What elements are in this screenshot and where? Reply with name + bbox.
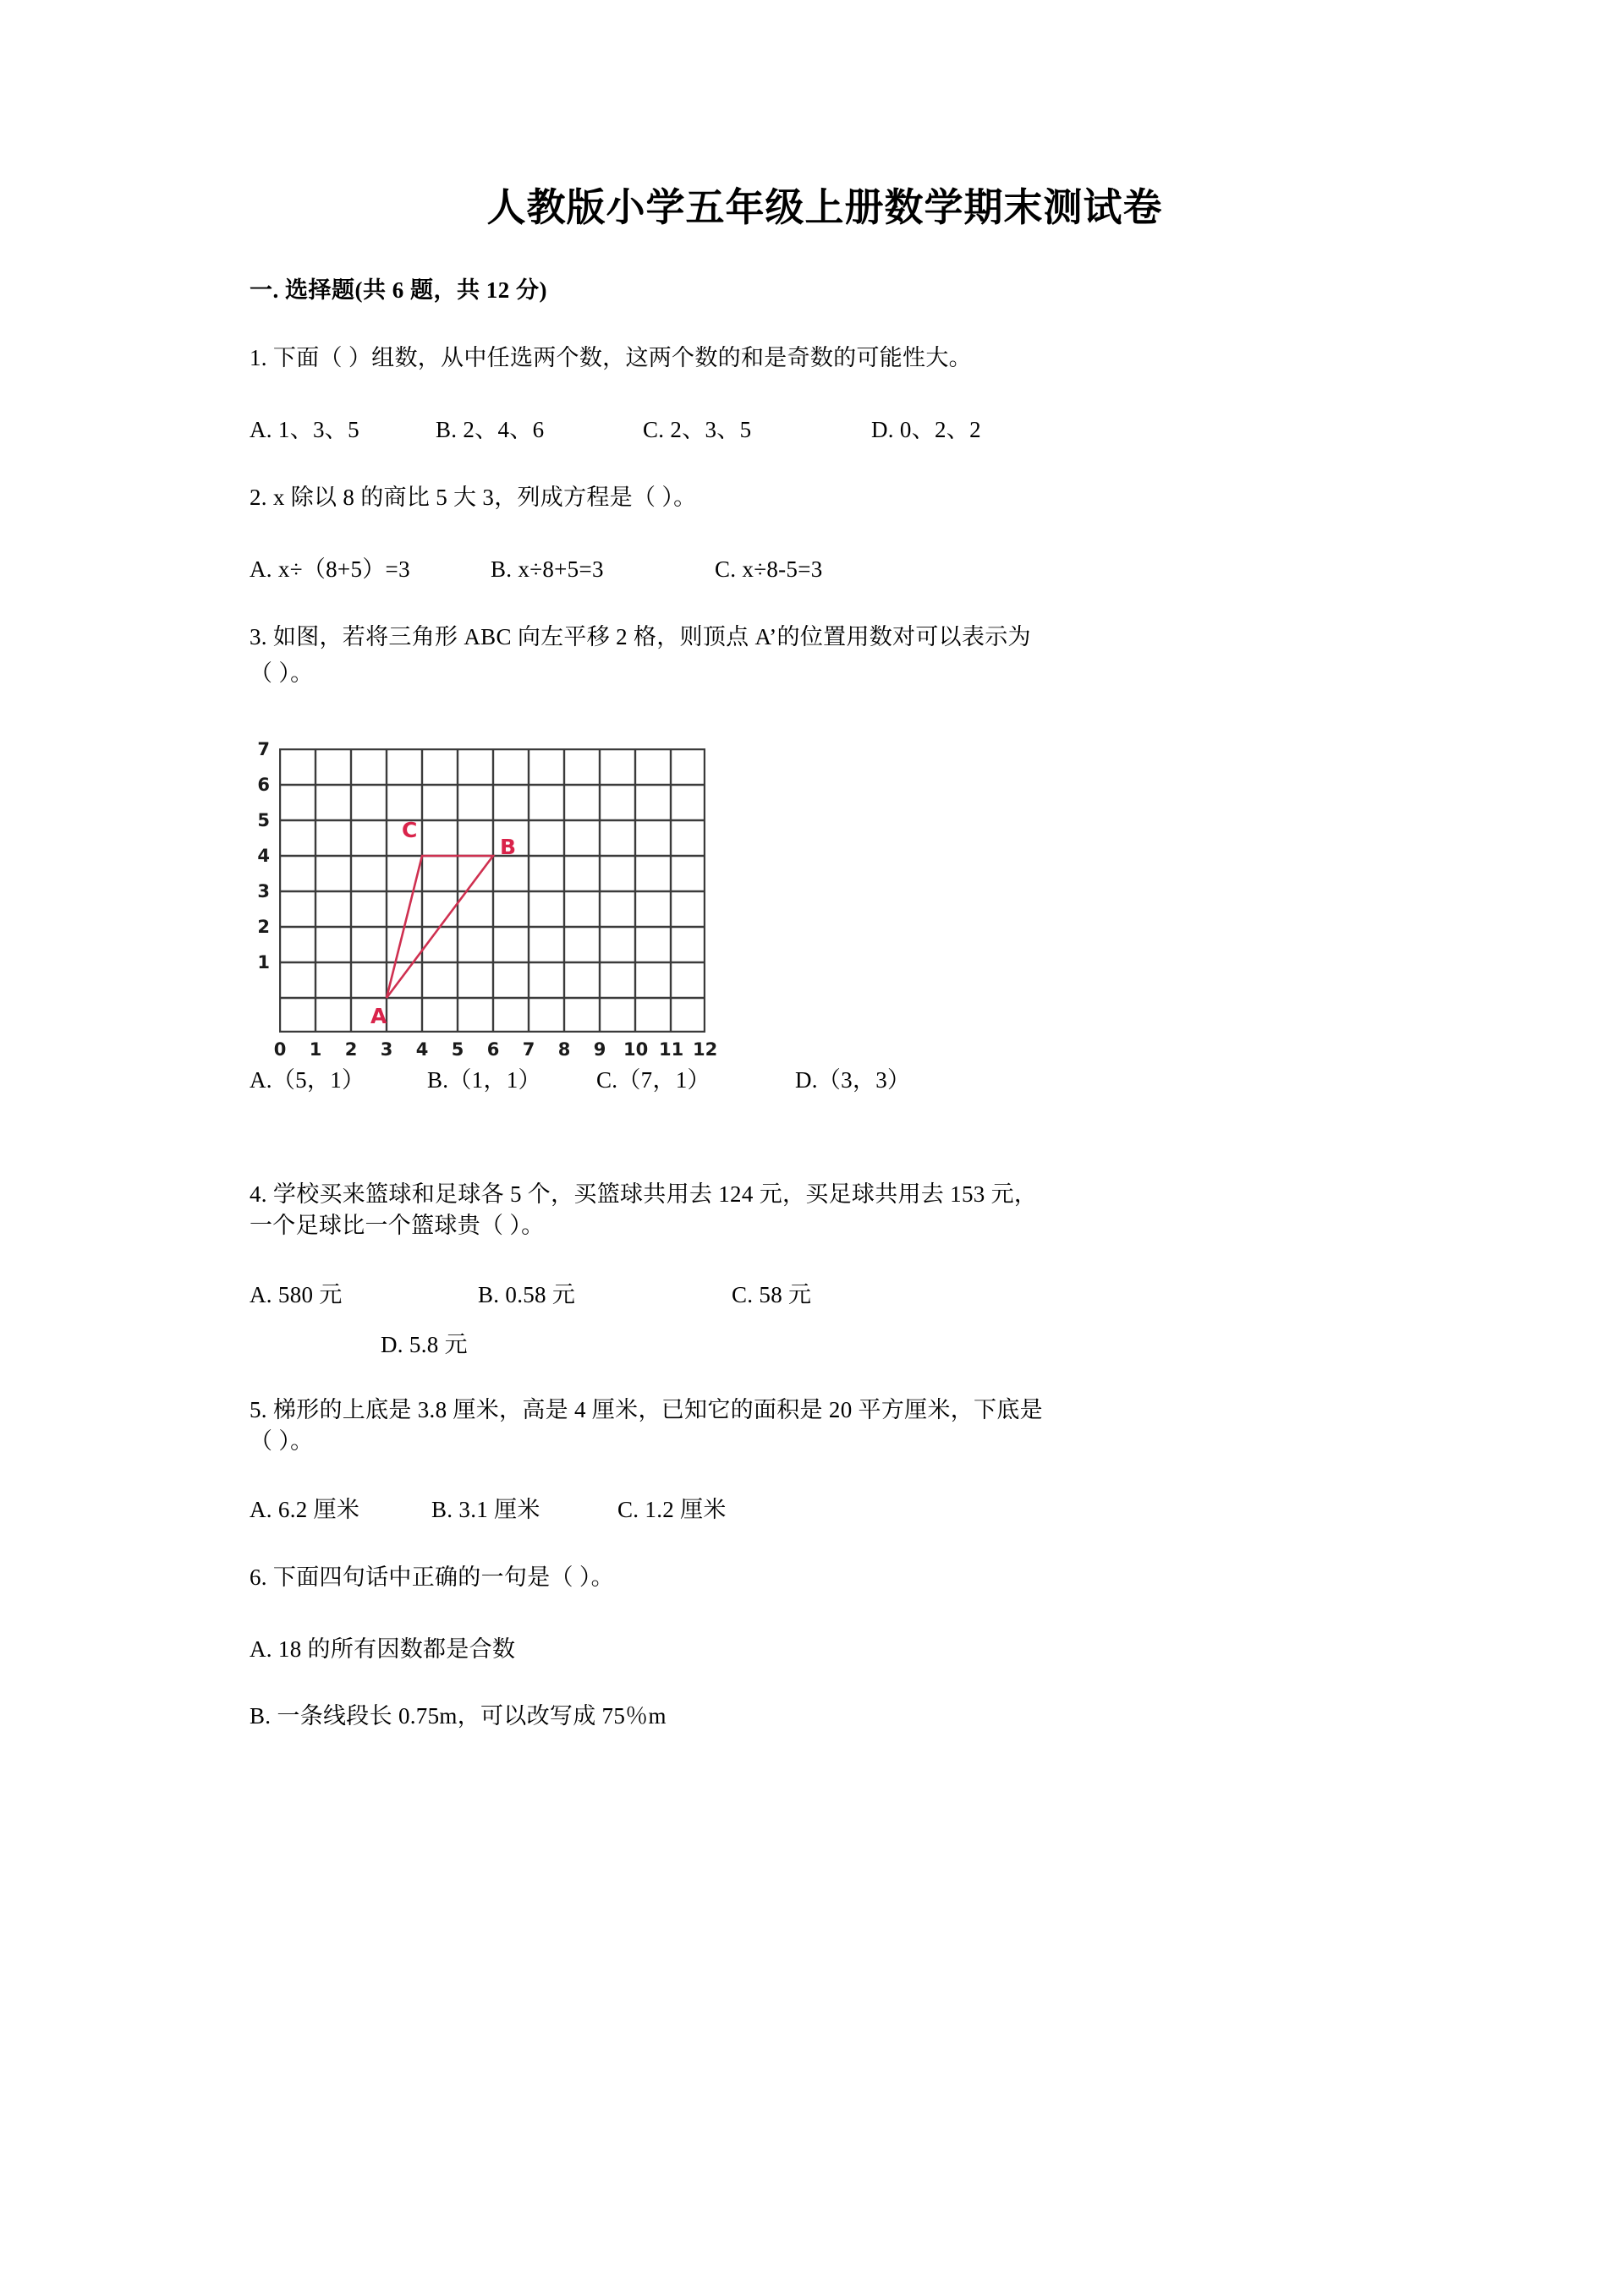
option-2-a[interactable]: A. x÷（8+5）=3 (250, 556, 410, 582)
question-2-text: 2. x 除以 8 的商比 5 大 3，列成方程是（ ）。 (250, 484, 697, 510)
option-3-c[interactable]: C.（7，1） (596, 1067, 710, 1093)
x-axis-label-5: 5 (451, 1039, 464, 1060)
x-axis-label-4: 4 (415, 1039, 429, 1060)
question-6-option-b-row (250, 1697, 1400, 1730)
x-axis-label-9: 9 (593, 1039, 606, 1060)
x-axis-label-11: 11 (659, 1039, 684, 1060)
x-axis-label-7: 7 (522, 1039, 535, 1060)
y-axis-label-2: 2 (257, 917, 270, 938)
x-axis-label-0: 0 (273, 1039, 287, 1060)
option-1-a[interactable]: A. 1、3、5 (250, 416, 359, 442)
x-axis-label-2: 2 (344, 1039, 358, 1060)
vertex-label-a: A (370, 1004, 387, 1029)
question-3-options (250, 1061, 1400, 1094)
question-5-line-2: （ ）。 (250, 1427, 314, 1454)
x-axis-label-6: 6 (486, 1039, 500, 1060)
question-5-text (250, 1395, 1400, 1458)
question-4-options-line-2 (250, 1326, 1400, 1359)
grid-area (279, 748, 705, 1033)
y-axis-label-5: 5 (257, 810, 270, 831)
option-4-d[interactable]: D. 5.8 元 (381, 1331, 468, 1357)
x-axis-label-8: 8 (557, 1039, 571, 1060)
page-title: 人教版小学五年级上册数学期末测试卷 (486, 186, 1163, 229)
page-content (250, 0, 1400, 1730)
question-4-text (250, 1179, 1400, 1242)
grid-svg (279, 748, 705, 1033)
question-6-option-a-row (250, 1630, 1400, 1663)
question-6-text: 6. 下面四句话中正确的一句是（ ）。 (250, 1564, 614, 1591)
option-3-d[interactable]: D.（3，3） (795, 1067, 911, 1093)
question-5-line-1: 5. 梯形的上底是 3.8 厘米，高是 4 厘米，已知它的面积是 20 平方厘米，下底是 (250, 1396, 1043, 1422)
question-3-line-1: 3. 如图，若将三角形 ABC 向左平移 2 格，则顶点 A’的位置用数对可以表示为 (250, 623, 1031, 649)
y-axis-label-4: 4 (257, 846, 270, 867)
option-1-b[interactable]: B. 2、4、6 (436, 416, 545, 442)
option-3-b[interactable]: B.（1，1） (427, 1067, 541, 1093)
option-2-b[interactable]: B. x÷8+5=3 (491, 556, 604, 582)
option-3-a[interactable]: A.（5，1） (250, 1067, 365, 1093)
y-axis-label-7: 7 (257, 739, 270, 760)
vertex-label-b: B (500, 835, 517, 860)
question-5-options (250, 1491, 1400, 1524)
option-4-c[interactable]: C. 58 元 (732, 1281, 812, 1307)
x-axis-label-12: 12 (693, 1039, 718, 1060)
option-5-b[interactable]: B. 3.1 厘米 (431, 1497, 540, 1523)
option-4-a[interactable]: A. 580 元 (250, 1281, 343, 1307)
question-4-line-1: 4. 学校买来篮球和足球各 5 个，买篮球共用去 124 元，买足球共用去 153 元， (250, 1181, 1038, 1208)
y-axis-label-1: 1 (257, 952, 270, 973)
y-axis-label-3: 3 (257, 881, 270, 902)
question-4-options (250, 1276, 1400, 1309)
x-axis-label-3: 3 (380, 1039, 393, 1060)
section-heading: 一. 选择题(共 6 题，共 12 分) (250, 277, 547, 304)
question-2-options (250, 551, 1400, 584)
coordinate-grid-figure (250, 739, 757, 1060)
y-axis-label-6: 6 (257, 775, 270, 796)
question-3-line-2: （ ）。 (250, 660, 314, 687)
option-1-c[interactable]: C. 2、3、5 (643, 416, 752, 442)
option-2-c[interactable]: C. x÷8-5=3 (715, 556, 823, 582)
question-3-text (250, 619, 1400, 693)
option-1-d[interactable]: D. 0、2、2 (871, 416, 981, 442)
x-axis-label-1: 1 (309, 1039, 322, 1060)
question-1-options (250, 411, 1400, 444)
question-4-line-2: 一个足球比一个篮球贵（ ）。 (250, 1213, 545, 1239)
vertex-label-c: C (402, 818, 418, 843)
option-4-b[interactable]: B. 0.58 元 (478, 1281, 576, 1307)
option-6-b[interactable]: B. 一条线段长 0.75m，可以改写成 75％m (250, 1702, 667, 1729)
question-1-text: 1. 下面（ ）组数，从中任选两个数，这两个数的和是奇数的可能性大。 (250, 345, 972, 371)
option-5-a[interactable]: A. 6.2 厘米 (250, 1497, 360, 1523)
option-5-c[interactable]: C. 1.2 厘米 (617, 1497, 727, 1523)
option-6-a[interactable]: A. 18 的所有因数都是合数 (250, 1636, 516, 1662)
x-axis-label-10: 10 (623, 1039, 649, 1060)
